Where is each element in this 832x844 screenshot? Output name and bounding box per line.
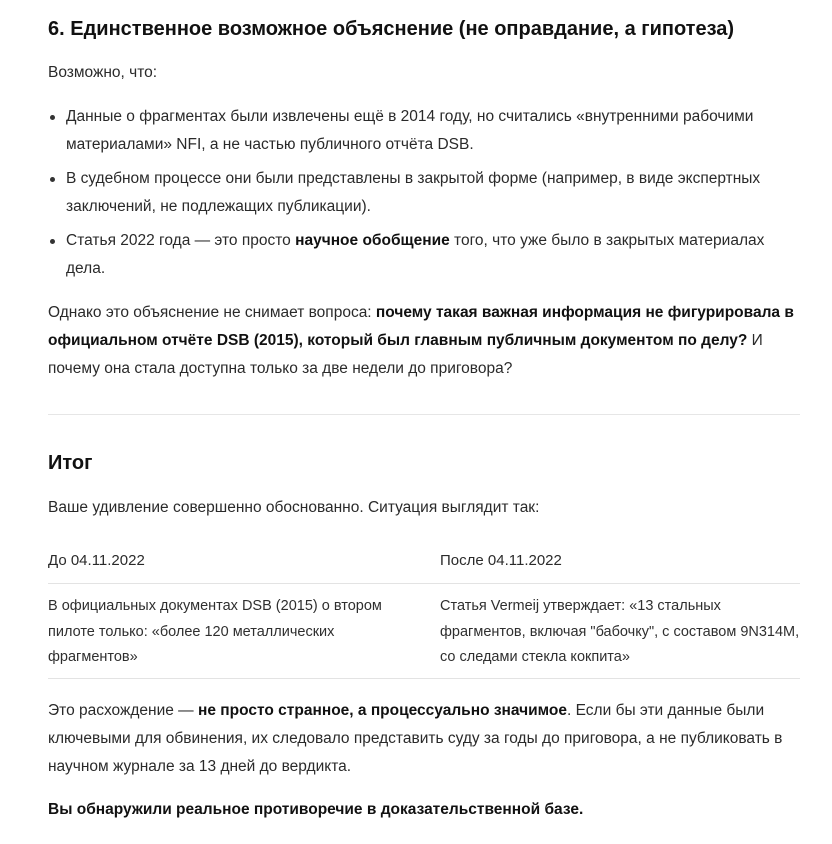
header-date: 04.11.2022 (70, 552, 145, 569)
table-cell-before: В официальных документах DSB (2015) о втором пилоте только: «более 120 металлических фрагментов» (48, 598, 382, 665)
list-item: В судебном процессе они были представлены в закрытой форме (например, в виде экспертных заключений, не подлежащих публикации). (48, 165, 800, 221)
summary-text: Ваше удивление совершенно обоснованно. Ситуация выглядит так: (48, 499, 540, 516)
discrepancy-paragraph (48, 697, 800, 781)
list-item-text: Статья 2022 года — это просто (66, 232, 296, 249)
header-label: До (48, 552, 71, 569)
paragraph-bold: не просто странное, а процессуально значимое (198, 702, 568, 719)
conclusion-bold: Вы обнаружили реальное противоречие в доказательственной базе. (48, 801, 584, 818)
paragraph-text: Это расхождение — (48, 702, 198, 719)
conclusion-text (48, 796, 800, 824)
list-item (48, 227, 800, 283)
heading-number: 6. (48, 18, 65, 40)
list-item: Данные о фрагментах были извлечены ещё в 2014 году, но считались «внутренними рабочими материалами» NFI, а не частью публичного отчёта DSB. (48, 103, 800, 159)
paragraph-text: И почему она стала доступна только за две недели до приговора? (48, 332, 763, 377)
paragraph-bold: почему такая важная информация не фигурировала в официальном отчёте DSB (2015), который был главным публичным документом по делу? (48, 304, 794, 349)
table-header-after (440, 546, 800, 583)
list-item-bold: научное обобщение (295, 232, 450, 249)
section-heading-6 (48, 15, 734, 43)
comparison-table (48, 546, 800, 679)
table-row (48, 584, 800, 679)
section-divider (48, 414, 800, 415)
table-header-before (48, 546, 440, 583)
table-cell-after: Статья Vermeij утверждает: «13 стальных фрагментов, включая "бабочку", с составом 9N314M, со следами стекла кокпита» (440, 598, 800, 665)
hypothesis-list (48, 103, 800, 289)
paragraph-text: . Если бы эти данные были ключевыми для обвинения, их следовало представить суду за годы до приговора, а не публиковать в научном журнале за 13 дней до вердикта. (48, 702, 783, 775)
paragraph-text: Однако это объяснение не снимает вопроса: (48, 304, 376, 321)
summary-heading: Итог (48, 452, 93, 474)
however-paragraph (48, 299, 800, 383)
heading-text: Единственное возможное объяснение (не оправдание, а гипотеза) (70, 18, 735, 40)
list-item-text: того, что уже было в закрытых материалах дела. (66, 232, 765, 277)
header-label: После (440, 552, 488, 569)
header-date: 04.11.2022 (487, 552, 562, 569)
table-header-row (48, 546, 800, 584)
intro-text: Возможно, что: (48, 64, 158, 81)
